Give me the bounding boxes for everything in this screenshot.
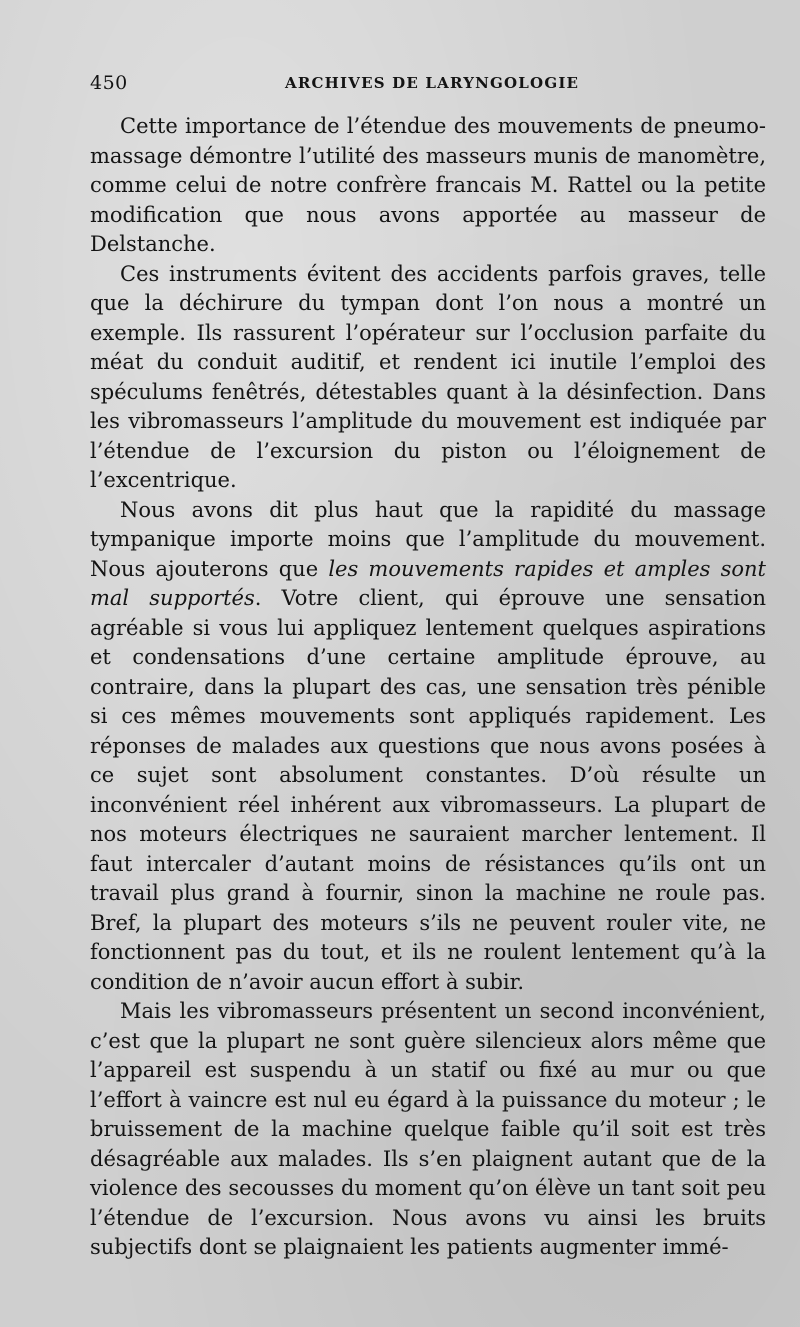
paragraph-3-text-before: Nous avons dit plus haut que la rapidité du massage tympanique importe moins que l’amplitude du mouvement. Nous ajouterons que [90,497,766,581]
body-text [90,112,766,1263]
running-title: ARCHIVES DE LARYNGOLOGIE [285,74,580,92]
page-number: 450 [90,72,128,94]
paragraph-3 [90,496,766,998]
paragraph-3-emphasis: les mouvements rapides et amples sont mal supportés [90,556,766,610]
paragraph-1: Cette importance de l’étendue des mouvements de pneumo-massage démontre l’utilité des masseurs munis de manomètre, comme celui de notre confrère francais M. Rattel ou la petite modification que nous avons apportée au masseur de Delstanche. [90,114,766,256]
running-header [90,72,770,100]
paragraph-3-text-after: . Votre client, qui éprouve une sensation agréable si vous lui appliquez lentement quelques aspirations et condensations d’une certaine amplitude éprouve, au contraire, dans la plupart des cas, une sensation très pénible si ces mêmes mouvements sont appliqués rapidement. Les réponses de malades aux questions que nous avons posées à ce sujet sont absolument constantes. D’où résulte un inconvénient réel inhérent aux vibromasseurs. La plupart de nos moteurs électriques ne sauraient marcher lentement. Il faut intercaler d’autant moins de résistances qu’ils ont un travail plus grand à fournir, sinon la machine ne roule pas. Bref, la plupart des moteurs s’ils ne peuvent rouler vite, ne fonctionnent pas du tout, et ils ne roulent lentement qu’à la condition de n’avoir aucun effort à subir. [90,586,767,994]
paragraph-2: Ces instruments évitent des accidents parfois graves, telle que la déchirure du tympan dont l’on nous a montré un exemple. Ils rassurent l’opérateur sur l’occlusion parfaite du méat du conduit auditif, et rendent ici inutile l’emploi des spéculums fenêtrés, détestables quant à la désinfection. Dans les vibromasseurs l’amplitude du mouvement est indiquée par l’étendue de l’excursion du piston ou l’éloignement de l’excentrique. [90,261,766,492]
paragraph-4: Mais les vibromasseurs présentent un second inconvénient, c’est que la plupart ne sont guère silencieux alors même que l’appareil est suspendu à un statif ou fixé au mur ou que l’effort à vaincre est nul eu égard à la puissance du moteur ; le bruissement de la machine quelque faible qu’il soit est très désagréable aux malades. Ils s’en plaignent autant que de la violence des secousses du moment qu’on élève un tant soit peu l’étendue de l’excursion. Nous avons vu ainsi les bruits subjectifs dont se plaignaient les patients augmenter immé- [90,999,766,1259]
